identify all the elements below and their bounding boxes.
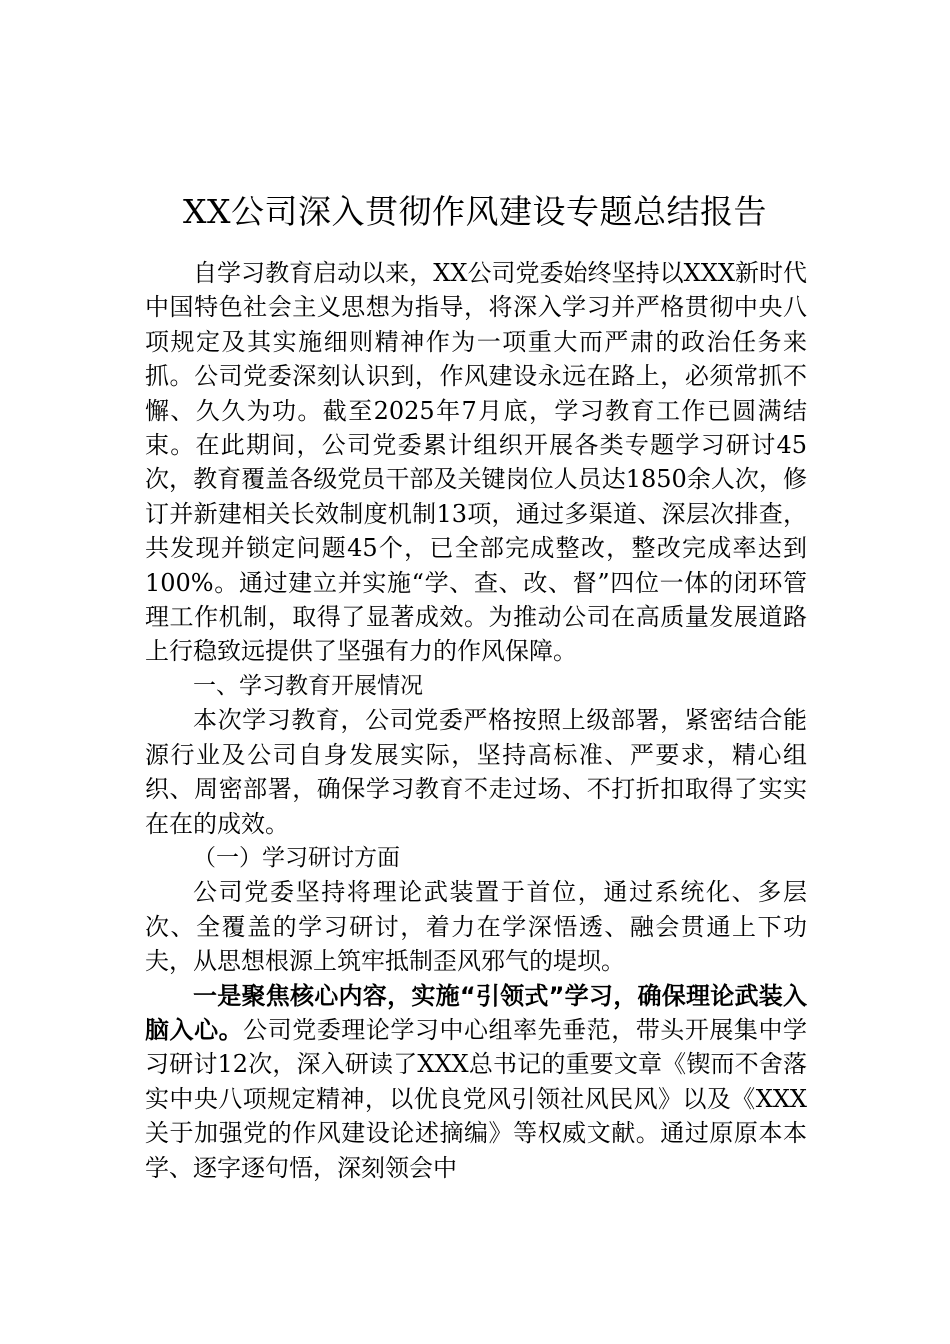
point-paragraph: [145, 979, 807, 1185]
point-lead-text: 一是聚焦核心内容，实施“引领式”学习，确保理论武装入脑入心。: [145, 981, 807, 1044]
document-body: [145, 256, 807, 1185]
section-heading: 一、学习教育开展情况: [193, 672, 423, 699]
intro-paragraph: 自学习教育启动以来，XX公司党委始终坚持以XXX新时代中国特色社会主义思想为指导，将深入学习并严格贯彻中央八项规定及其实施细则精神作为一项重大而严肃的政治任务来抓。公司党委深刻认识到，作风建设永远在路上，必须常抓不懈、久久为功。截至2025年7月底，学习教育工作已圆满结束。在此期间，公司党委累计组织开展各类专题学习研讨45次，教育覆盖各级党员干部及关键岗位人员达1850余人次，修订并新建相关长效制度机制13项，通过多渠道、深层次排查，共发现并锁定问题45个，已全部完成整改，整改完成率达到100%。通过建立并实施“学、查、改、督”四位一体的闭环管理工作机制，取得了显著成效。为推动公司在高质量发展道路上行稳致远提供了坚强有力的作风保障。: [145, 259, 807, 666]
section-paragraph: 本次学习教育，公司党委严格按照上级部署，紧密结合能源行业及公司自身发展实际，坚持高标准、严要求，精心组织、周密部署，确保学习教育不走过场、不打折扣取得了实实在在的成效。: [145, 706, 807, 838]
subsection-heading: （一）学习研讨方面: [193, 844, 400, 871]
document-title: XX公司深入贯彻作风建设专题总结报告: [183, 192, 767, 232]
subsection-paragraph: 公司党委坚持将理论武装置于首位，通过系统化、多层次、全覆盖的学习研讨，着力在学深悟透、融会贯通上下功夫，从思想根源上筑牢抵制歪风邪气的堤坝。: [145, 878, 807, 976]
point-body-text: 公司党委理论学习中心组率先垂范，带头开展集中学习研讨12次，深入研读了XXX总书记的重要文章《锲而不舍落实中央八项规定精神，以优良党风引领社风民风》以及《XXX关于加强党的作风建设论述摘编》等权威文献。通过原原本本学、逐字逐句悟，深刻领会中: [145, 1015, 808, 1182]
